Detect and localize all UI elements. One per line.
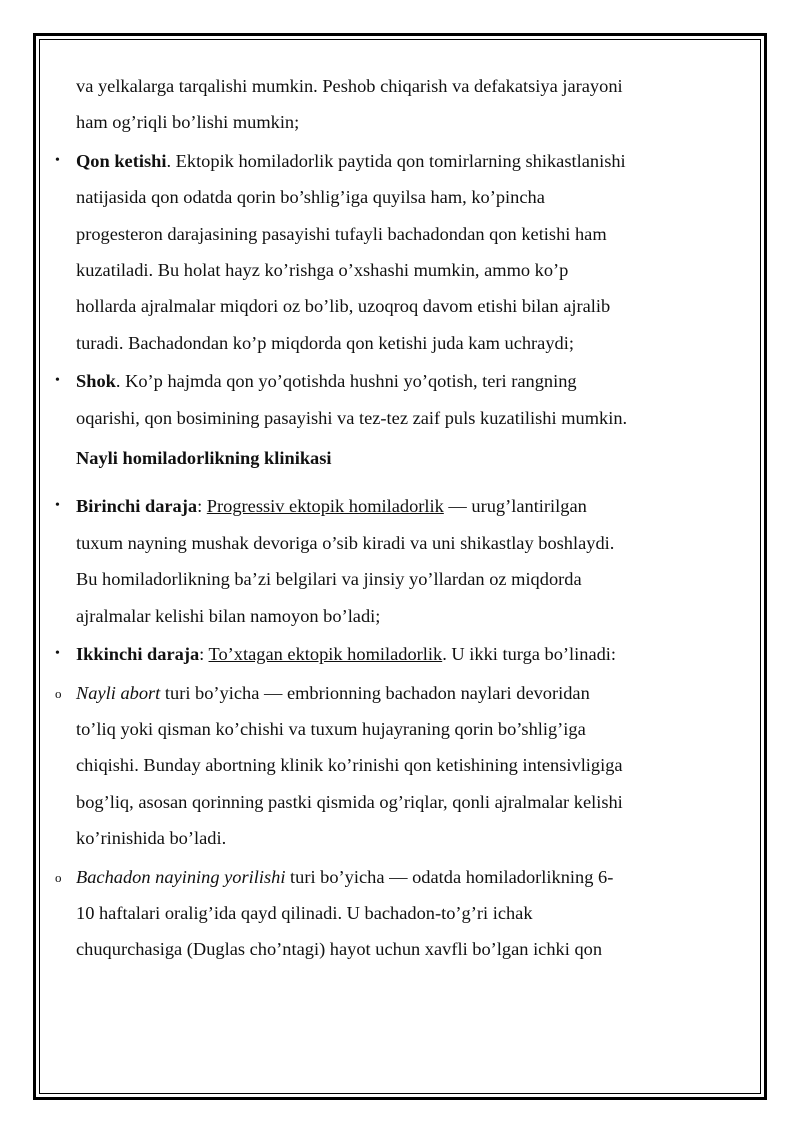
heading-text: Nayli homiladorlikning klinikasi [76, 448, 332, 469]
text-line: chiqishi. Bunday abortning klinik ko’rinishi qon ketishining intensivligiga [76, 755, 623, 776]
sub-bullet-marker: o [55, 869, 62, 885]
text-span: . Ektopik homiladorlik paytida qon tomirlarning shikastlanishi [166, 150, 626, 171]
bullet-marker: • [55, 498, 60, 514]
underlined-term: Progressiv ektopik homiladorlik [206, 496, 444, 517]
text-span: . U ikki turga bo’linadi: [442, 644, 617, 665]
text-line [76, 675, 735, 711]
text-line: oqarishi, qon bosimining pasayishi va tez-tez zaif puls kuzatilishi mumkin. [76, 407, 628, 428]
item-label: Shok [76, 371, 116, 392]
text-line: chuqurchasiga (Duglas cho’ntagi) hayot uchun xavfli bo’lgan ichki qon [76, 939, 603, 960]
text-line [76, 143, 735, 179]
text-line [76, 859, 735, 895]
text-line: kuzatiladi. Bu holat hayz ko’rishga o’xshashi mumkin, ammo ko’p [76, 260, 569, 281]
text-line: hollarda ajralmalar miqdori oz bo’lib, uzoqroq davom etishi bilan ajralib [76, 296, 611, 317]
sub-bullet-marker: o [55, 685, 62, 701]
list-item-shok [55, 363, 735, 436]
underlined-term: To’xtagan ektopik homiladorlik [208, 644, 443, 665]
text-line: 10 haftalari oralig’ida qayd qilinadi. U bachadon-to’g’ri ichak [76, 902, 533, 923]
sub-item-nayli-abort [55, 675, 735, 857]
text-line: ham og’riqli bo’lishi mumkin; [76, 112, 300, 133]
document-body [55, 68, 735, 968]
bullet-marker: • [55, 646, 60, 662]
section-heading [55, 440, 735, 476]
text-line: Ikkinchi daraja: To’xtagan ektopik homiladorlik. U ikki turga bo’linadi: [76, 644, 617, 665]
bullet-marker: • [55, 152, 60, 168]
bullet-marker: • [55, 373, 60, 389]
text-line: turadi. Bachadondan ko’p miqdorda qon ketishi juda kam uchraydi; [76, 332, 574, 353]
text-line: progesteron darajasining pasayishi tufayli bachadondan qon ketishi ham [76, 223, 607, 244]
text-span: — urug’lantirilgan [443, 496, 587, 517]
text-span: turi bo’yicha — odatda homiladorlikning 6- [285, 866, 614, 887]
text-line: natijasida qon odatda qorin bo’shlig’iga quyilsa ham, ko’pincha [76, 187, 545, 208]
item-label: Bachadon nayining yorilishi [76, 866, 286, 887]
intro-paragraph [55, 68, 735, 141]
item-label: Nayli abort [76, 682, 161, 703]
text-span: turi bo’yicha — embrionning bachadon naylari devoridan [160, 682, 590, 703]
text-line: va yelkalarga tarqalishi mumkin. Peshob chiqarish va defakatsiya jarayoni [76, 76, 623, 96]
text-line: Bu homiladorlikning ba’zi belgilari va jinsiy yo’llardan oz miqdorda [76, 569, 582, 590]
list-item-qon-ketishi [55, 143, 735, 361]
text-line: bog’liq, asosan qorinning pastki qismida og’riqlar, qonli ajralmalar kelishi [76, 791, 623, 812]
list-item-birinchi-daraja [55, 488, 735, 634]
text-line: ajralmalar kelishi bilan namoyon bo’ladi; [76, 605, 381, 626]
text-line: to’liq yoki qisman ko’chishi va tuxum hujayraning qorin bo’shlig’iga [76, 718, 586, 739]
item-label: Birinchi daraja [76, 496, 198, 517]
text-line: tuxum nayning mushak devoriga o’sib kiradi va uni shikastlay boshlaydi. [76, 532, 615, 553]
text-line [76, 363, 735, 399]
list-item-ikkinchi-daraja [55, 636, 735, 672]
text-line: ko’rinishida bo’ladi. [76, 828, 227, 849]
sub-item-nay-yorilishi [55, 859, 735, 968]
item-label: Qon ketishi [76, 150, 167, 171]
item-label: Ikkinchi daraja [76, 644, 200, 665]
text-line: Birinchi daraja: Progressiv ektopik homiladorlik — urug’lantirilgan [76, 496, 587, 517]
text-span: . Ko’p hajmda qon yo’qotishda hushni yo’qotish, teri rangning [115, 371, 577, 392]
